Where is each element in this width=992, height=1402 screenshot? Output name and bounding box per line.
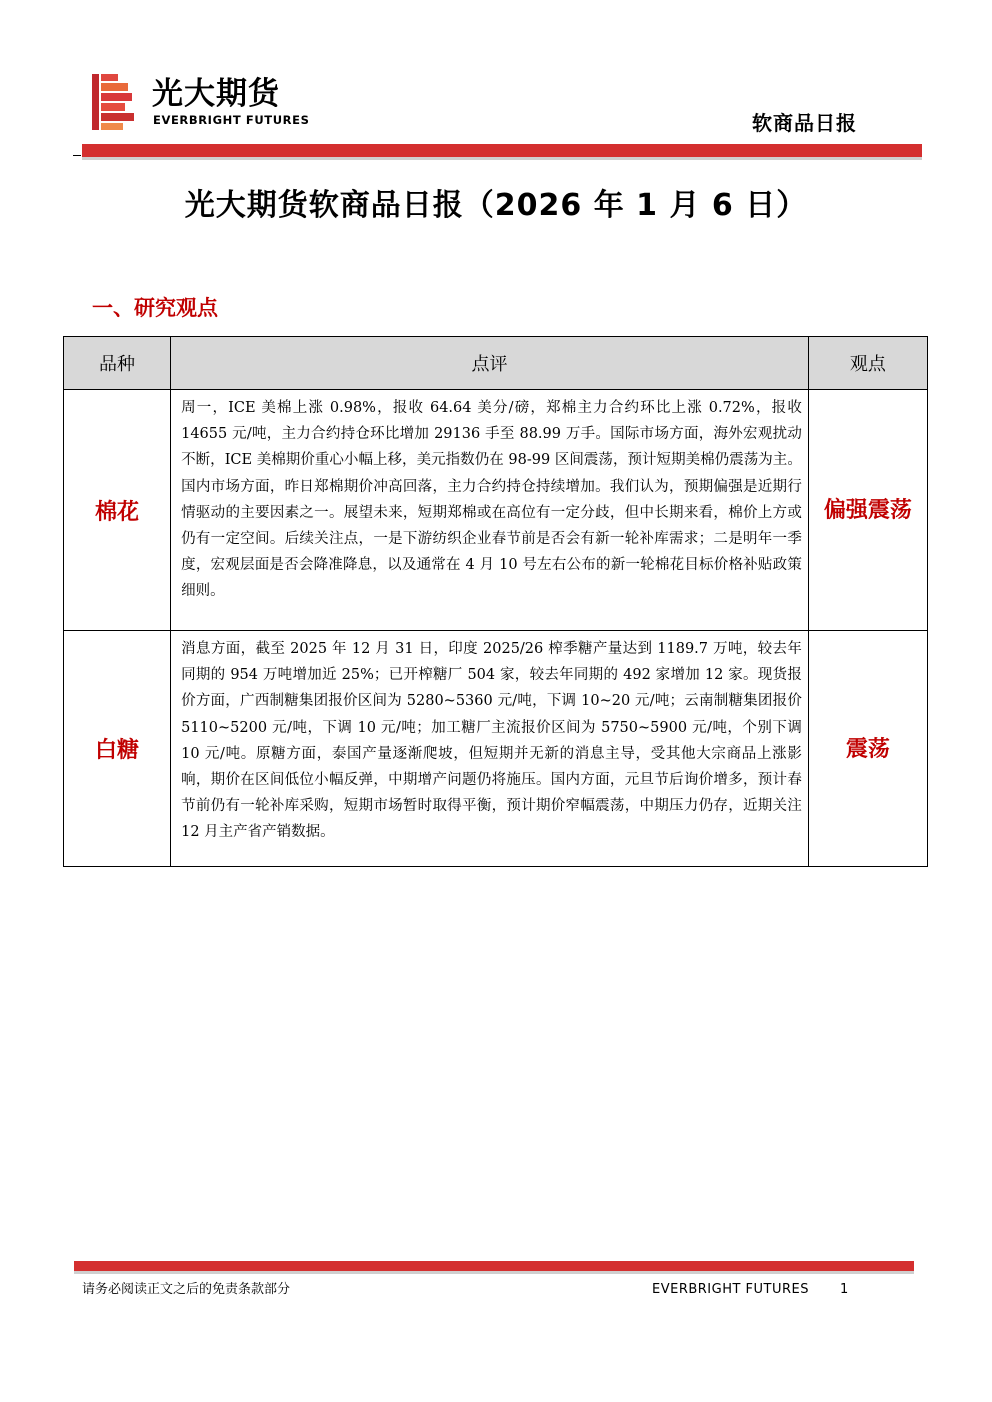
page-number: 1 bbox=[840, 1282, 849, 1297]
footer-divider-bar bbox=[74, 1261, 914, 1274]
header-tick-mark bbox=[73, 155, 81, 156]
variety-sugar: 白糖 bbox=[64, 631, 171, 867]
brand-name-en: EVERBRIGHT FUTURES bbox=[153, 113, 310, 127]
report-type: 软商品日报 bbox=[752, 111, 857, 135]
footer-brand: EVERBRIGHT FUTURES bbox=[652, 1282, 810, 1297]
section-title: 一、研究观点 bbox=[92, 295, 218, 320]
header-variety: 品种 bbox=[64, 337, 171, 390]
comment-cotton: 周一，ICE 美棉上涨 0.98%，报收 64.64 美分/磅，郑棉主力合约环比上涨 0.72%，报收 14655 元/吨，主力合约持仓环比增加 29136 手至 88.99 万手。国际市场方面，海外宏观扰动不断，ICE 美棉期价重心小幅上移，美元指数仍在 98-99 区间震荡，预计短期美棉仍震荡为主。国内市场方面，昨日郑棉期价冲高回落，主力合约持仓持续增加。我们认为，预期偏强是近期行情驱动的主要因素之一。展望未来，短期郑棉或在高位有一定分歧，但中长期来看，棉价上方或仍有一定空间。后续关注点，一是下游纺织企业春节前是否会有新一轮补库需求；二是明年一季度，宏观层面是否会降准降息，以及通常在 4 月 10 号左右公布的新一轮棉花目标价格补贴政策细则。 bbox=[171, 390, 809, 631]
footer-disclaimer: 请务必阅读正文之后的免责条款部分 bbox=[82, 1282, 291, 1297]
table-row bbox=[64, 390, 928, 631]
header-divider-bar bbox=[82, 144, 922, 160]
view-sugar: 震荡 bbox=[808, 631, 927, 867]
header-comment: 点评 bbox=[171, 337, 809, 390]
comment-sugar: 消息方面，截至 2025 年 12 月 31 日，印度 2025/26 榨季糖产量达到 1189.7 万吨，较去年同期的 954 万吨增加近 25%；已开榨糖厂 504 家，较去年同期的 492 家增加 12 家。现货报价方面，广西制糖集团报价区间为 5280~5360 元/吨，下调 10~20 元/吨；云南制糖集团报价 5110~5200 元/吨，下调 10 元/吨；加工糖厂主流报价区间为 5750~5900 元/吨，个别下调 10 元/吨。原糖方面，泰国产量逐渐爬坡，但短期并无新的消息主导，受其他大宗商品上涨影响，期价在区间低位小幅反弹，中期增产问题仍将施压。国内方面，元旦节后询价增多，预计春节前仍有一轮补库采购，短期市场暂时取得平衡，预计期价窄幅震荡，中期压力仍存，近期关注 12 月主产省产销数据。 bbox=[171, 631, 809, 867]
everbright-logo-icon bbox=[92, 74, 136, 130]
variety-cotton: 棉花 bbox=[64, 390, 171, 631]
table-header-row bbox=[64, 337, 928, 390]
page-title: 光大期货软商品日报（2026 年 1 月 6 日） bbox=[184, 188, 808, 223]
research-views-table bbox=[63, 336, 928, 867]
view-cotton: 偏强震荡 bbox=[808, 390, 927, 631]
brand-name-cn: 光大期货 bbox=[152, 76, 280, 112]
header-view: 观点 bbox=[808, 337, 927, 390]
table-row bbox=[64, 631, 928, 867]
